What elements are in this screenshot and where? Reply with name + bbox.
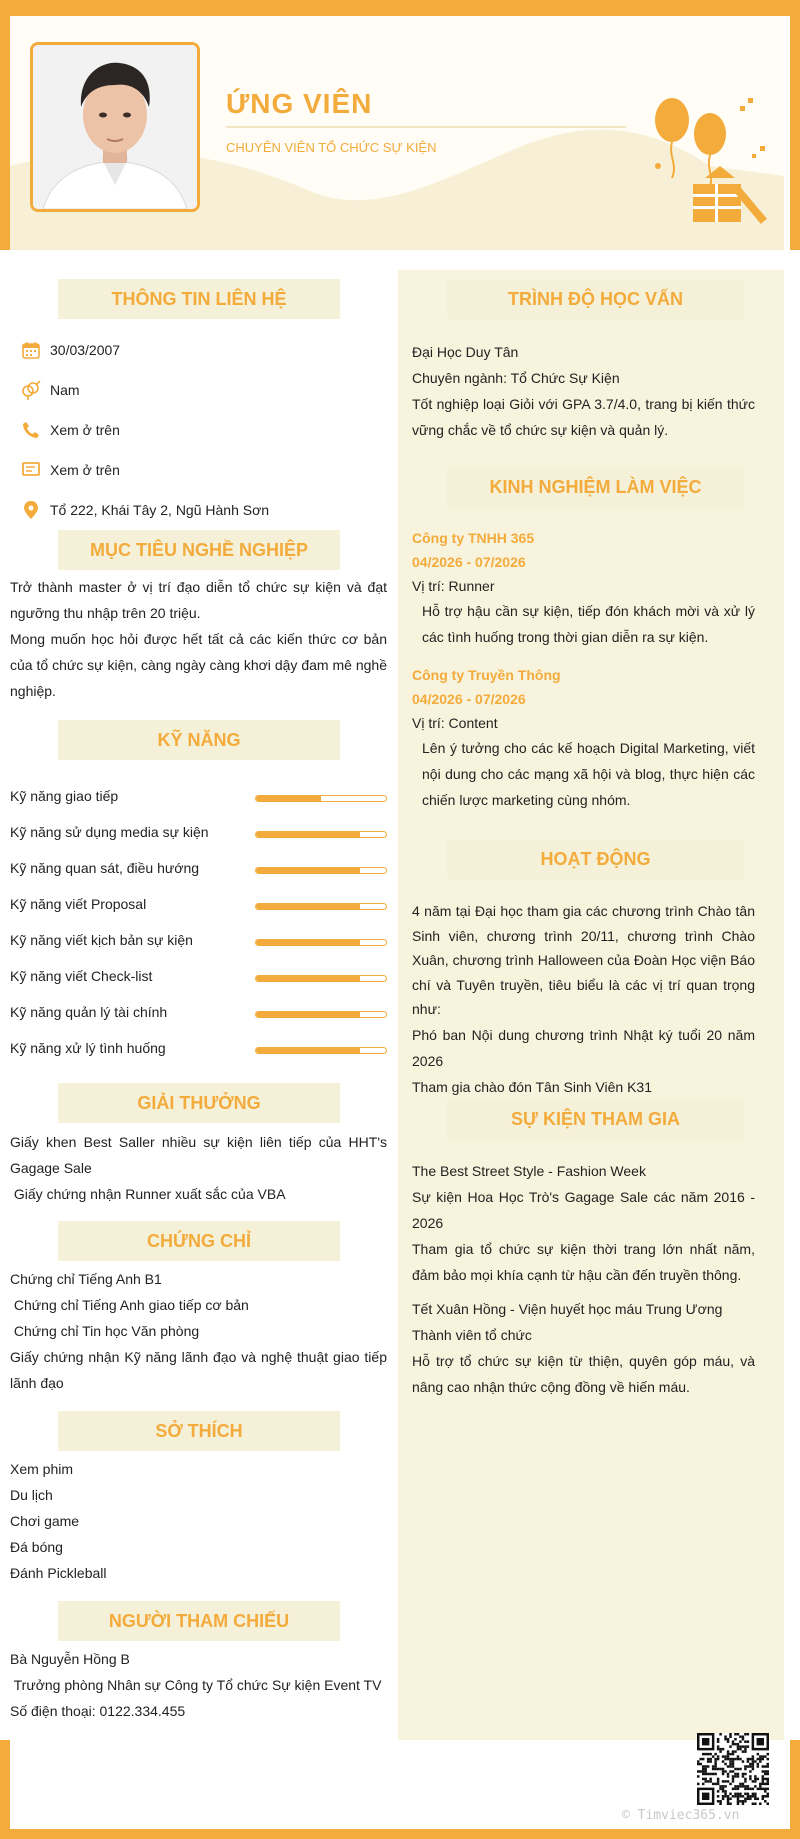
qr-code-icon — [697, 1733, 769, 1805]
job-company: Công ty Truyền Thông — [412, 667, 561, 683]
hobbies-text — [10, 1456, 387, 1586]
section-title-education: TRÌNH ĐỘ HỌC VẤN — [447, 279, 744, 319]
hobby-line: Xem phim — [10, 1461, 74, 1477]
event-line: The Best Street Style - Fashion Week — [412, 1163, 646, 1179]
contact-birthday — [20, 339, 120, 361]
references-text — [10, 1646, 387, 1724]
objective-line: Trở thành master ở vị trí đạo diễn tổ chức sự kiện và đạt ngưỡng thu nhập trên 20 triệu. — [10, 579, 387, 621]
section-title-objective: MỤC TIÊU NGHỀ NGHIỆP — [58, 530, 340, 570]
skill-row — [10, 788, 388, 808]
hobby-line: Đánh Pickleball — [10, 1565, 107, 1581]
avatar-photo — [33, 45, 197, 209]
skill-label: Kỹ năng quản lý tài chính — [10, 1004, 168, 1020]
contact-phone — [20, 419, 120, 441]
events-group-2 — [412, 1296, 755, 1400]
events-group-1 — [412, 1158, 755, 1288]
frame-right-top — [790, 0, 800, 250]
gender-value: Nam — [50, 382, 80, 398]
skill-label: Kỹ năng viết kịch bản sự kiện — [10, 932, 193, 948]
event-line: Tham gia tổ chức sự kiện thời trang lớn nhất năm, đảm bảo mọi khía cạnh từ hậu cần đến truyền thông. — [412, 1241, 755, 1283]
experience-job-2 — [412, 663, 755, 813]
contact-gender — [20, 379, 80, 401]
event-line: Thành viên tổ chức — [412, 1327, 532, 1343]
skill-bar — [255, 903, 387, 910]
skill-bar — [255, 831, 387, 838]
candidate-position: CHUYÊN VIÊN TỔ CHỨC SỰ KIỆN — [226, 140, 437, 155]
event-line: Tết Xuân Hồng - Viện huyết học máu Trung Ương — [412, 1301, 723, 1317]
cv-header — [10, 16, 784, 250]
skill-row — [10, 896, 388, 916]
party-decoration-icon — [650, 86, 775, 226]
frame-left-bottom — [0, 1740, 10, 1839]
award-line: Giấy khen Best Saller nhiều sự kiện liên tiếp của HHT's Gagage Sale — [10, 1134, 387, 1176]
skill-bar — [255, 1047, 387, 1054]
job-period: 04/2026 - 07/2026 — [412, 691, 526, 707]
reference-line: Bà Nguyễn Hồng B — [10, 1651, 130, 1667]
section-title-activities: HOẠT ĐỘNG — [447, 839, 744, 879]
job-role: Vị trí: Runner — [412, 578, 495, 594]
event-line: Hỗ trợ tổ chức sự kiện từ thiện, quyên góp máu, và nâng cao nhận thức cộng đồng về hiến máu. — [412, 1353, 755, 1395]
phone-icon — [20, 419, 42, 441]
avatar — [30, 42, 200, 212]
location-icon — [20, 499, 42, 521]
skill-label: Kỹ năng giao tiếp — [10, 788, 119, 804]
section-title-skills: KỸ NĂNG — [58, 720, 340, 760]
skill-row — [10, 968, 388, 988]
skill-bar — [255, 975, 387, 982]
experience-job-1 — [412, 526, 755, 650]
skill-bar-fill — [256, 904, 360, 909]
education-text — [412, 339, 755, 443]
certificates-text — [10, 1266, 387, 1396]
awards-text — [10, 1129, 387, 1207]
skill-label: Kỹ năng xử lý tình huống — [10, 1040, 166, 1056]
section-title-events: SỰ KIỆN THAM GIA — [447, 1099, 744, 1139]
hobby-line: Chơi game — [10, 1513, 80, 1529]
skill-label: Kỹ năng viết Proposal — [10, 896, 147, 912]
address-value: Tổ 222, Khái Tây 2, Ngũ Hành Sơn — [50, 502, 270, 518]
skill-bar-fill — [256, 940, 360, 945]
job-desc: Hỗ trợ hậu cần sự kiện, tiếp đón khách mời và xử lý các tình huống trong thời gian diễn ra sự kiện. — [422, 603, 755, 645]
email-icon — [20, 459, 42, 481]
award-line: Giấy chứng nhận Runner xuất sắc của VBA — [10, 1186, 286, 1202]
skill-label: Kỹ năng viết Check-list — [10, 968, 153, 984]
skill-label: Kỹ năng sử dụng media sự kiện — [10, 824, 209, 840]
certificate-line: Chứng chỉ Tiếng Anh giao tiếp cơ bản — [10, 1297, 249, 1313]
calendar-icon — [20, 339, 42, 361]
section-title-references: NGƯỜI THAM CHIẾU — [58, 1601, 340, 1641]
activities-text — [412, 899, 755, 1100]
education-desc: Tốt nghiệp loại Giỏi với GPA 3.7/4.0, trang bị kiến thức vững chắc về tổ chức sự kiện và quản lý. — [412, 396, 755, 438]
activity-line: Tham gia chào đón Tân Sinh Viên K31 — [412, 1078, 652, 1095]
skill-bar-fill — [256, 796, 321, 801]
skill-bar — [255, 1011, 387, 1018]
section-title-hobbies: SỞ THÍCH — [58, 1411, 340, 1451]
education-school: Đại Học Duy Tân — [412, 344, 519, 360]
skill-row — [10, 824, 388, 844]
contact-email — [20, 459, 120, 481]
certificate-line: Chứng chỉ Tiếng Anh B1 — [10, 1271, 162, 1287]
phone-value: Xem ở trên — [50, 422, 120, 438]
frame-right-bottom — [790, 1740, 800, 1839]
job-company: Công ty TNHH 365 — [412, 530, 535, 546]
job-period: 04/2026 - 07/2026 — [412, 554, 526, 570]
reference-line: Số điện thoại: 0122.334.455 — [10, 1703, 186, 1719]
watermark: © Timviec365.vn — [622, 1808, 740, 1823]
skill-bar-fill — [256, 1048, 360, 1053]
section-title-awards: GIẢI THƯỞNG — [58, 1083, 340, 1123]
hobby-line: Đá bóng — [10, 1539, 63, 1555]
skill-row — [10, 860, 388, 880]
skill-label: Kỹ năng quan sát, điều hướng — [10, 860, 200, 876]
job-role: Vị trí: Content — [412, 715, 498, 731]
certificate-line: Chứng chỉ Tin học Văn phòng — [10, 1323, 200, 1339]
activity-line: 4 năm tại Đại học tham gia các chương trình Chào tân Sinh viên, chương trình 20/11, chương trình Chào Xuân, chương trình Halloween của Đoàn Học viện Báo chí và Tuyên truyền, tiêu biểu là các vị trí quan trọng như: — [412, 903, 755, 1017]
section-title-contact: THÔNG TIN LIÊN HỆ — [58, 279, 340, 319]
birthday-value: 30/03/2007 — [50, 342, 121, 358]
objective-text — [10, 574, 387, 704]
skill-bar-fill — [256, 1012, 360, 1017]
certificate-line: Giấy chứng nhận Kỹ năng lãnh đạo và nghệ thuật giao tiếp lãnh đạo — [10, 1349, 387, 1391]
skill-bar — [255, 939, 387, 946]
frame-left-top — [0, 0, 10, 250]
job-desc: Lên ý tưởng cho các kế hoạch Digital Marketing, viết nội dung cho các mạng xã hội và blog, thực hiện các chiến lược marketing cùng nhóm. — [422, 740, 755, 808]
frame-bottom — [0, 1829, 800, 1839]
skill-row — [10, 932, 388, 952]
event-line: Sự kiện Hoa Học Trò's Gagage Sale các năm 2016 - 2026 — [412, 1189, 755, 1231]
skill-bar-fill — [256, 868, 360, 873]
skill-row — [10, 1040, 388, 1060]
reference-line: Trưởng phòng Nhân sự Công ty Tổ chức Sự kiện Event TV — [10, 1677, 382, 1693]
section-title-certificates: CHỨNG CHỈ — [58, 1221, 340, 1261]
skill-row — [10, 1004, 388, 1024]
email-value: Xem ở trên — [50, 462, 120, 478]
frame-top — [0, 0, 800, 16]
education-major: Chuyên ngành: Tổ Chức Sự Kiện — [412, 370, 620, 386]
section-title-experience: KINH NGHIỆM LÀM VIỆC — [447, 467, 744, 507]
objective-line: Mong muốn học hỏi được hết tất cả các kiến thức cơ bản của tổ chức sự kiện, càng ngày càng khơi dậy đam mê nghề nghiệp. — [10, 631, 387, 699]
skill-bar — [255, 867, 387, 874]
skill-bar-fill — [256, 832, 360, 837]
name-divider — [226, 126, 626, 128]
activity-line: Phó ban Nội dung chương trình Nhật ký tuổi 20 năm 2026 — [412, 1026, 755, 1069]
gender-icon — [20, 379, 42, 401]
candidate-name: ỨNG VIÊN — [226, 88, 373, 119]
skill-bar-fill — [256, 976, 360, 981]
hobby-line: Du lịch — [10, 1487, 53, 1503]
contact-address — [20, 499, 269, 521]
skill-bar — [255, 795, 387, 802]
